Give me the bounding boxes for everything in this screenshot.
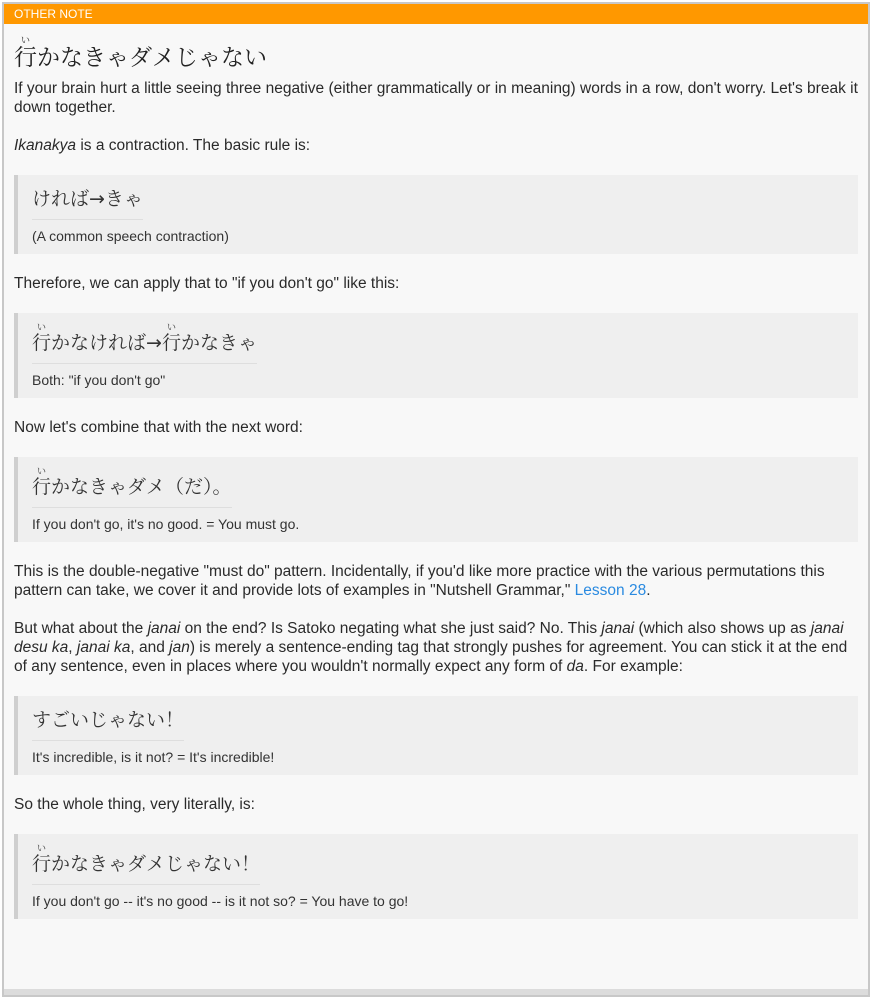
paragraph-intro: If your brain hurt a little seeing three negative (either grammatically or in meaning) words in a row, don't worry. Let's break it down together. — [14, 80, 858, 117]
paragraph-literal: So the whole thing, very literally, is: — [14, 796, 255, 814]
paragraph-janai: But what about the janai on the end? Is Satoko negating what she just said? No. This janai (which also shows up as janai desu ka, janai ka, and jan) is merely a sentence-ending tag that strongly pushes for agreement. You can stick it at the end of any sentence, even in places where you wouldn't normally expect any form of da. For example: — [14, 620, 848, 676]
example-japanese: 行いかなきゃダメ（だ）。 — [32, 467, 232, 508]
note-title: 行いかなきゃダメじゃない — [14, 36, 267, 71]
example-english: If you don't go, it's no good. = You must go. — [32, 516, 300, 533]
example-english: (A common speech contraction) — [32, 228, 229, 245]
lesson-link[interactable]: Lesson 28 — [574, 582, 647, 600]
bottom-divider — [4, 989, 868, 995]
note-panel — [2, 2, 870, 997]
example-english: If you don't go -- it's no good -- is it not so? = You have to go! — [32, 893, 409, 910]
example-japanese: すごいじゃない！ — [32, 706, 184, 741]
paragraph-pattern: This is the double-negative "must do" pattern. Incidentally, if you'd like more practice with the various permutations this pattern can take, we cover it and provide lots of examples in "Nutshell Grammar," Lesson 28. — [14, 563, 825, 600]
example-english: It's incredible, is it not? = It's incredible! — [32, 749, 275, 766]
note-content — [4, 36, 868, 919]
example-box — [14, 834, 858, 919]
example-english: Both: "if you don't go" — [32, 372, 166, 389]
example-box — [14, 313, 858, 398]
note-header: OTHER NOTE — [4, 4, 868, 24]
example-japanese: 行いかなければ→行いかなきゃ — [32, 323, 257, 364]
example-box — [14, 457, 858, 542]
example-japanese: 行いかなきゃダメじゃない！ — [32, 844, 260, 885]
example-box — [14, 175, 858, 254]
paragraph-combine: Now let's combine that with the next word: — [14, 419, 303, 437]
paragraph-contraction: Ikanakya is a contraction. The basic rule is: — [14, 137, 311, 155]
example-japanese: ければ→きゃ — [32, 185, 143, 220]
paragraph-apply: Therefore, we can apply that to "if you don't go" like this: — [14, 275, 400, 293]
example-box — [14, 696, 858, 775]
